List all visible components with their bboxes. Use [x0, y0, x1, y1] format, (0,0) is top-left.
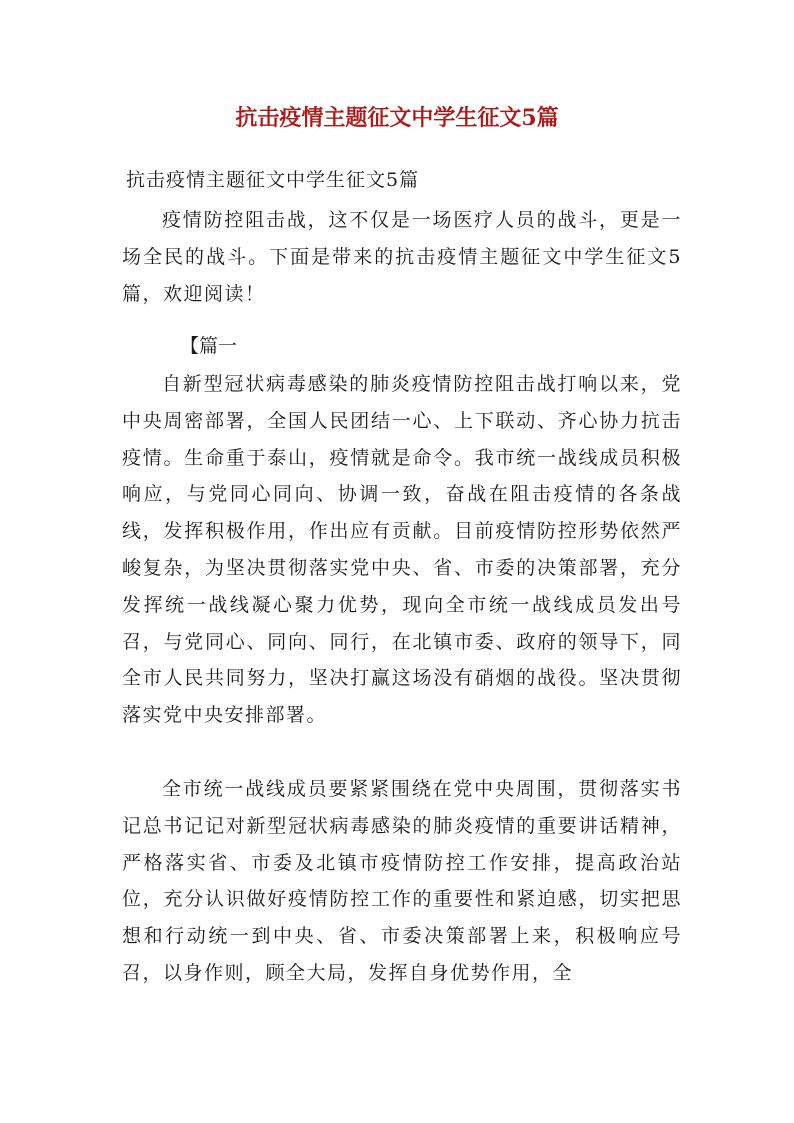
intro-paragraph: 疫情防控阻击战，这不仅是一场医疗人员的战斗，更是一场全民的战斗。下面是带来的抗击疫情主题征文中学生征文5篇，欢迎阅读！ [122, 209, 682, 305]
section-heading: 【篇一 [180, 335, 238, 357]
document-subtitle: 抗击疫情主题征文中学生征文5篇 [126, 169, 420, 191]
body-paragraph: 自新型冠状病毒感染的肺炎疫情防控阻击战打响以来，党中央周密部署，全国人民团结一心、上下联动、齐心协力抗击疫情。生命重于泰山，疫情就是命令。我市统一战线成员积极响应，与党同心同向、协调一致，奋战在阻击疫情的各条战线，发挥积极作用，作出应有贡献。目前疫情防控形势依然严峻复杂，为坚决贯彻落实党中央、省、市委的决策部署，充分发挥统一战线凝心聚力优势，现向全市统一战线成员发出号召，与党同心、同向、同行，在北镇市委、政府的领导下，同全市人民共同努力，坚决打赢这场没有硝烟的战役。坚决贯彻落实党中央安排部署。 [122, 373, 682, 727]
document-title: 抗击疫情主题征文中学生征文5篇 [235, 105, 559, 131]
body-paragraph: 全市统一战线成员要紧紧围绕在党中央周围，贯彻落实书记总书记记对新型冠状病毒感染的肺炎疫情的重要讲话精神，严格落实省、市委及北镇市疫情防控工作安排，提高政治站位，充分认识做好疫情防控工作的重要性和紧迫感，切实把思想和行动统一到中央、省、市委决策部署上来，积极响应号召，以身作则，顾全大局，发挥自身优势作用，全 [122, 778, 682, 984]
